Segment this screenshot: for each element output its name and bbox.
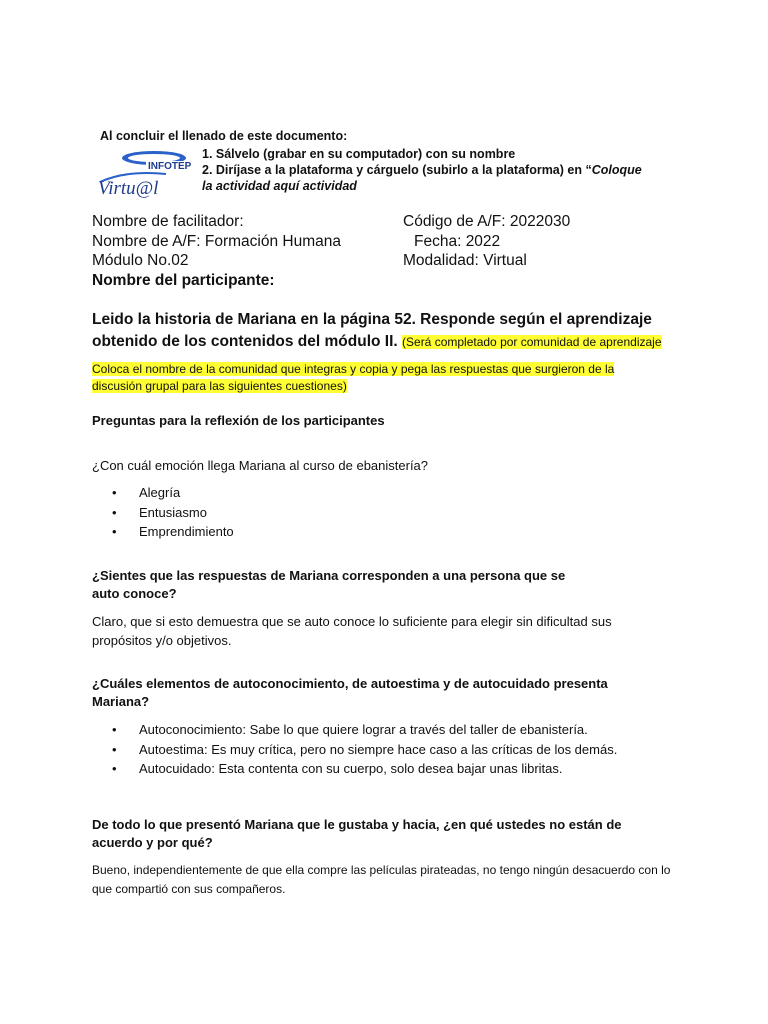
list-item: • Autocuidado: Esta contenta con su cuerpo, solo desea bajar unas libritas. [92, 759, 617, 779]
answer-1-list [92, 483, 234, 542]
logo-brand: INFOTEP [148, 161, 192, 172]
question-2: ¿Sientes que las respuestas de Mariana corresponden a una persona que se auto conoce? [92, 568, 566, 601]
list-item: • Autoestima: Es muy crítica, pero no siempre hace caso a las críticas de los demás. [92, 740, 617, 760]
step-2 [202, 162, 642, 194]
instruction-text: Coloca el nombre de la comunidad que integras y copia y pega las respuestas que surgieron de la discusión grupal para las siguientes cuestiones) [92, 362, 615, 393]
modulo: Módulo No.02 [92, 252, 189, 269]
question-3: ¿Cuáles elementos de autoconocimiento, de autoestima y de autocuidado presenta Mariana? [92, 676, 608, 709]
step-1: 1. Sálvelo (grabar en su computador) con su nombre [202, 147, 516, 161]
instruction-block [92, 361, 662, 395]
answer-3-list [92, 720, 617, 779]
list-item: • Entusiasmo [92, 503, 234, 523]
list-item: • Emprendimiento [92, 522, 234, 542]
codigo-af: Código de A/F: 2022030 [403, 213, 571, 230]
step-2-emphasis: Coloque la actividad aquí actividad [202, 163, 642, 193]
logo-wordmark: Virtu@l [98, 178, 159, 198]
answer-2: Claro, que si esto demuestra que se auto conoce lo suficiente para elegir sin dificultad sus propósitos y/o objetivos. [92, 614, 612, 648]
step-2-text: 2. Diríjase a la plataforma y cárguelo (subirlo a la plataforma) en “ [202, 163, 592, 177]
activity-prompt [92, 309, 692, 353]
question-1: ¿Con cuál emoción llega Mariana al curso de ebanistería? [92, 458, 429, 473]
modalidad: Modalidad: Virtual [403, 252, 527, 269]
facilitador-label: Nombre de facilitador: [92, 213, 244, 230]
prompt-text: Leido la historia de Mariana en la página 52. Responde según el aprendizaje obtenido de los contenidos del módulo II. [92, 311, 652, 350]
answer-4: Bueno, independientemente de que ella compre las películas pirateadas, no tengo ningún desacuerdo con lo que compartió con sus compañeros. [92, 863, 671, 896]
af-name: Nombre de A/F: Formación Humana [92, 233, 341, 250]
participante-label: Nombre del participante: [92, 272, 275, 289]
reflection-heading: Preguntas para la reflexión de los participantes [92, 413, 385, 428]
infotep-virtual-logo [96, 148, 196, 198]
fecha: Fecha: 2022 [414, 233, 501, 250]
infotep-logo-icon [96, 148, 196, 198]
question-4: De todo lo que presentó Mariana que le gustaba y hacia, ¿en qué ustedes no están de acuerdo y por qué? [92, 817, 622, 850]
prompt-note: (Será completado por comunidad de aprendizaje [402, 335, 662, 349]
list-item: • Autoconocimiento: Sabe lo que quiere lograr a través del taller de ebanistería. [92, 720, 617, 740]
list-item: • Alegría [92, 483, 234, 503]
intro-heading: Al concluir el llenado de este documento: [100, 129, 348, 143]
